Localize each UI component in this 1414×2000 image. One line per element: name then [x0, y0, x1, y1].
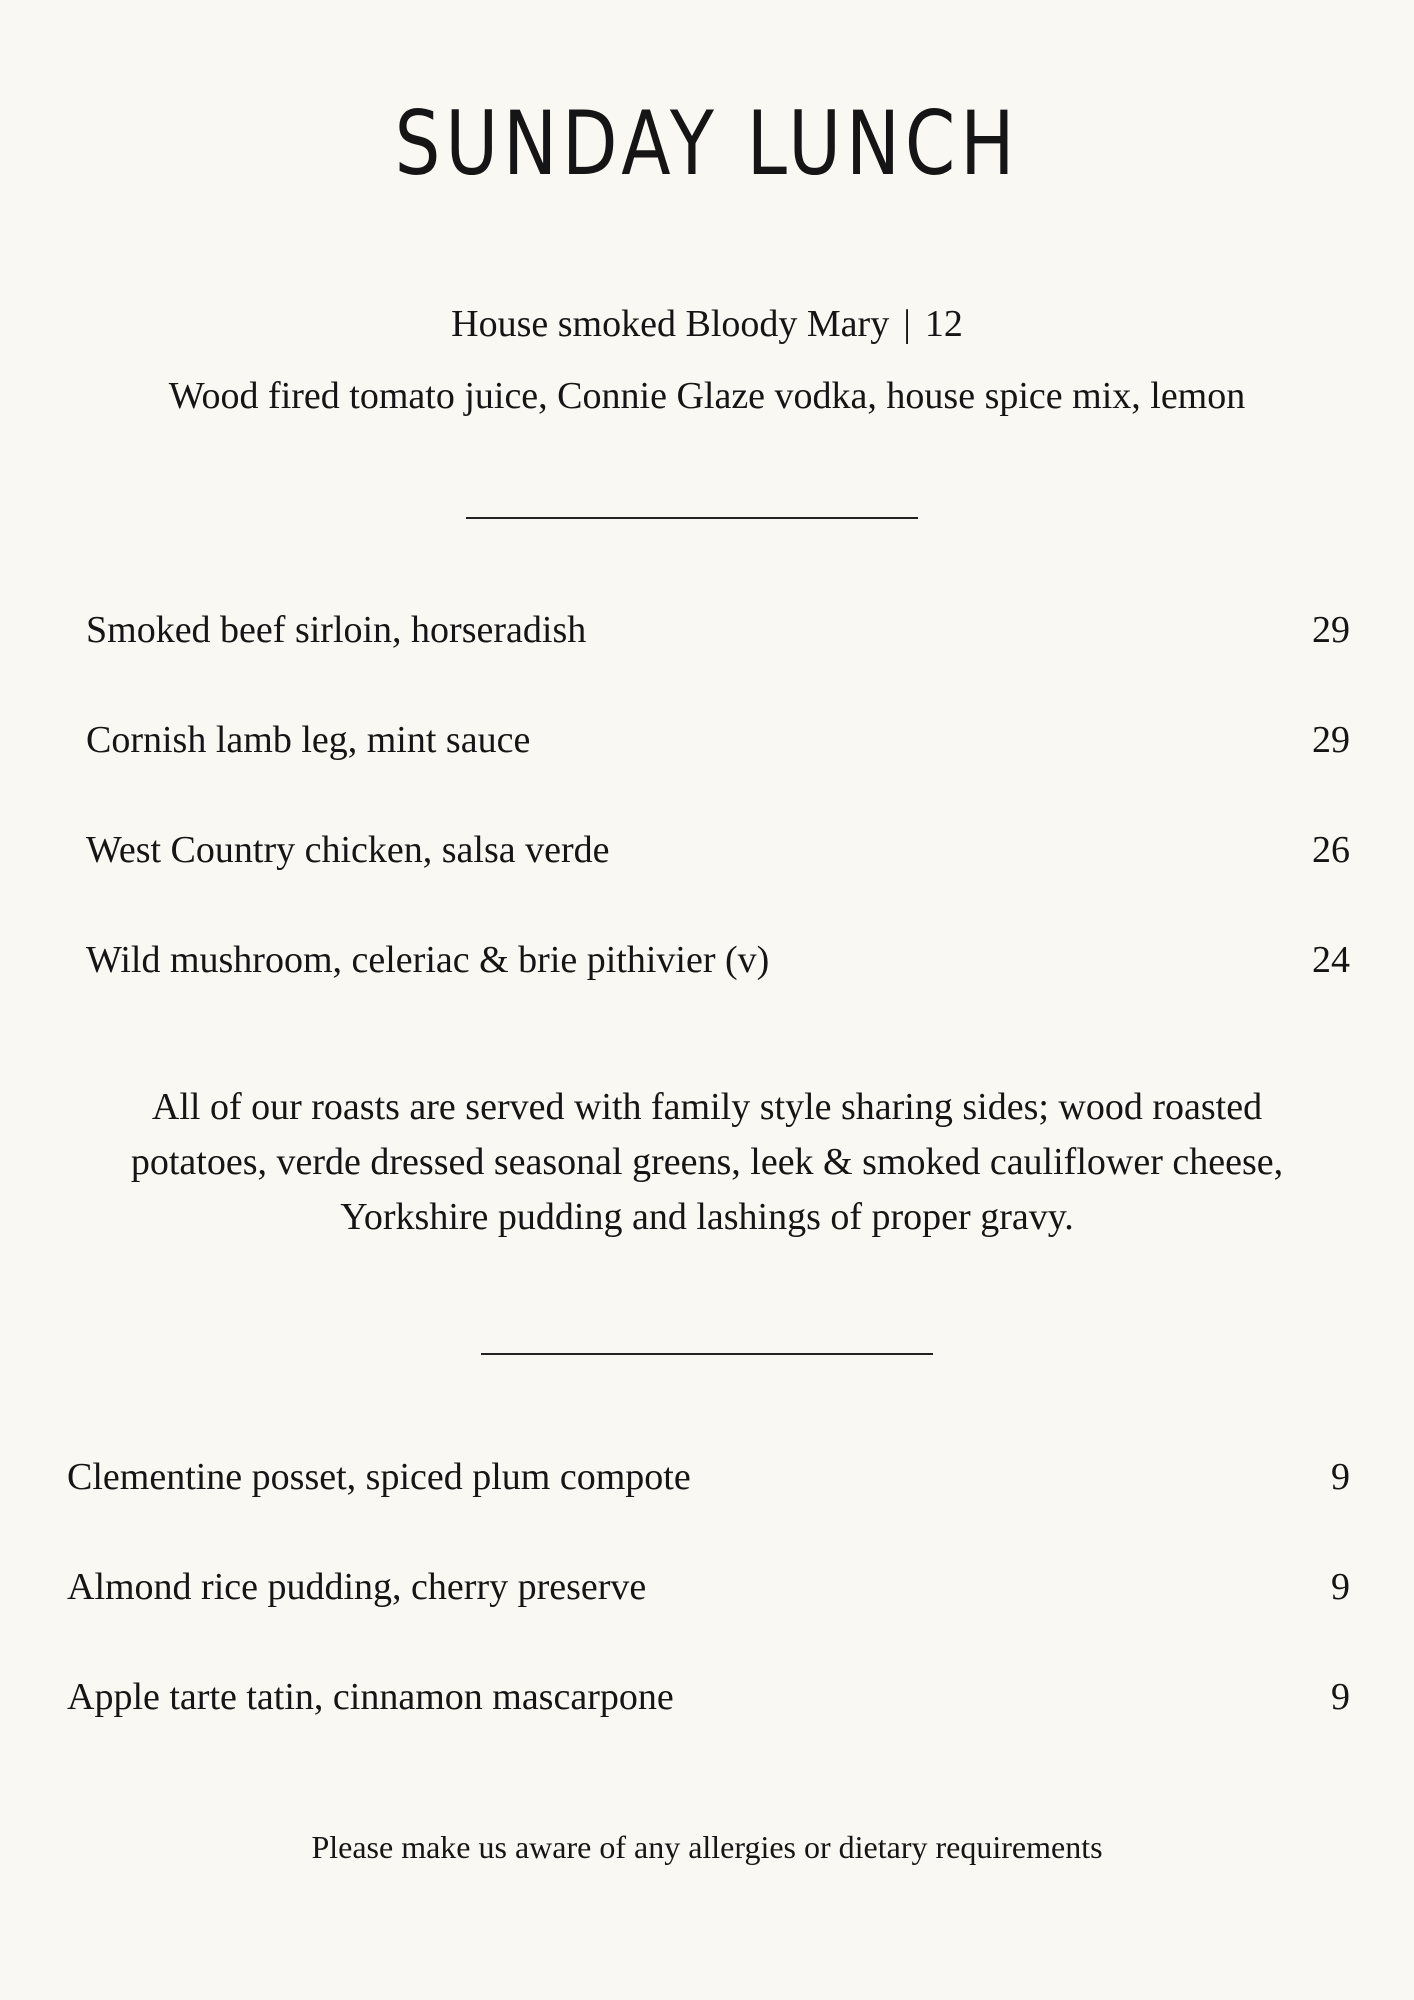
dessert-name: Almond rice pudding, cherry preserve — [67, 1566, 647, 1608]
list-item — [86, 608, 1350, 658]
cocktail-price: 12 — [924, 303, 963, 345]
dessert-price: 9 — [1331, 1456, 1350, 1498]
list-item — [86, 718, 1350, 768]
dish-price: 24 — [1312, 939, 1350, 981]
dish-name: West Country chicken, salsa verde — [86, 829, 610, 871]
dish-price: 26 — [1312, 829, 1350, 871]
note-line: Yorkshire pudding and lashings of proper gravy. — [340, 1196, 1074, 1238]
dessert-price: 9 — [1331, 1676, 1350, 1718]
dish-name: Smoked beef sirloin, horseradish — [86, 609, 587, 651]
note-line: All of our roasts are served with family style sharing sides; wood roasted — [151, 1086, 1263, 1128]
dessert-name: Apple tarte tatin, cinnamon mascarpone — [67, 1676, 674, 1718]
dish-price: 29 — [1312, 719, 1350, 761]
cocktail-description: Wood fired tomato juice, Connie Glaze vodka, house spice mix, lemon — [168, 375, 1246, 417]
dessert-price: 9 — [1331, 1566, 1350, 1608]
list-item — [86, 828, 1350, 878]
section-divider — [466, 517, 918, 519]
allergy-notice: Please make us aware of any allergies or dietary requirements — [311, 1829, 1103, 1865]
list-item — [67, 1455, 1350, 1505]
roast-sides-note — [70, 1080, 1344, 1245]
cocktail-name: House smoked Bloody Mary — [451, 303, 890, 345]
section-divider — [481, 1353, 933, 1355]
list-item — [86, 938, 1350, 988]
dish-name: Wild mushroom, celeriac & brie pithivier (v) — [86, 939, 770, 981]
cocktail-separator: | — [903, 303, 911, 345]
list-item — [67, 1565, 1350, 1615]
note-line: potatoes, verde dressed seasonal greens, leek & smoked cauliflower cheese, — [130, 1141, 1284, 1183]
dish-name: Cornish lamb leg, mint sauce — [86, 719, 531, 761]
list-item — [67, 1675, 1350, 1725]
cocktail-heading — [0, 302, 1414, 348]
dish-price: 29 — [1312, 609, 1350, 651]
dessert-name: Clementine posset, spiced plum compote — [67, 1456, 691, 1498]
page-title: SUNDAY LUNCH — [394, 92, 1020, 195]
